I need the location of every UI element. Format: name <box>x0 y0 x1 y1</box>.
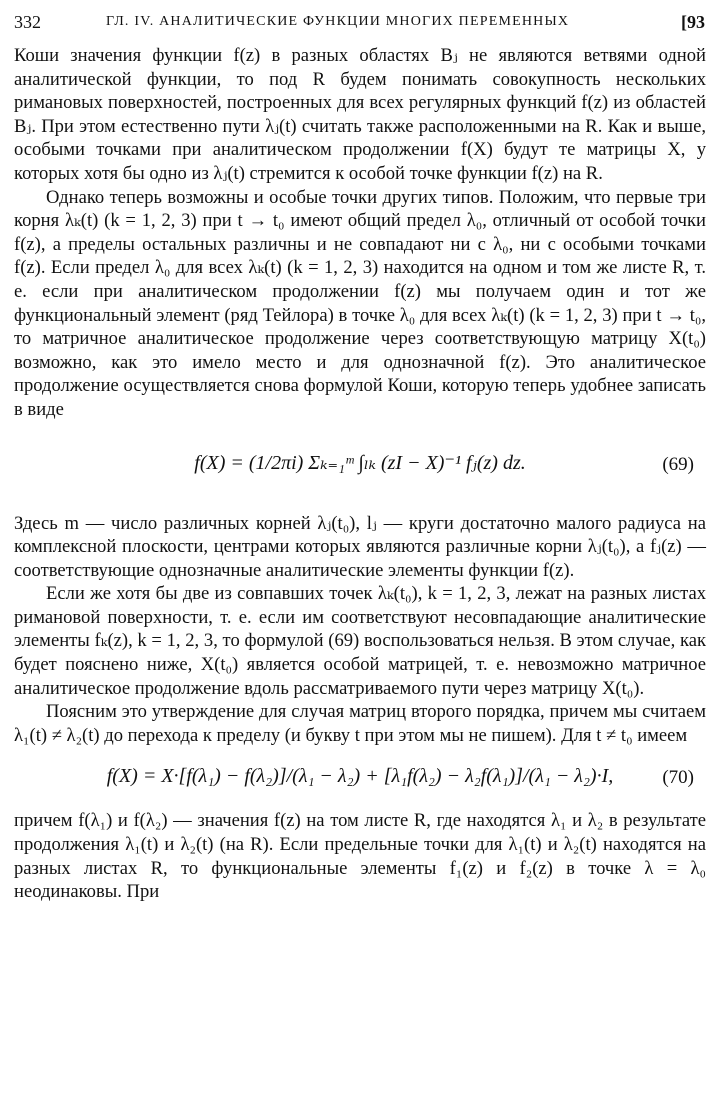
equation-number-70: (70) <box>662 767 694 789</box>
paragraph-6: причем f(λ₁) и f(λ₂) — значения f(z) на том листе R, где находятся λ₁ и λ₂ в результате продолжения λ₁(t) и λ₂(t) (на R). Если предельные точки для λ₁(t) и λ₂(t) находятся на разных листах R, то функциональные элементы f₁(z) и f₂(z) в точке λ = λ₀ неодинаковы. При <box>14 810 706 903</box>
main-text <box>14 44 706 904</box>
equation-number-69: (69) <box>662 453 694 475</box>
paragraph-2: Однако теперь возможны и особые точки других типов. Положим, что первые три корня λₖ(t) (k = 1, 2, 3) при t → t₀ имеют общий предел λ₀, отличный от особой точки f(z), а пределы остальных различны и не совпадают ни с λ₀, ни с особыми точками f(z). Если предел λ₀ для всех λₖ(t) (k = 1, 2, 3) находится на одном и том же листе R, т. е. если при аналитическом продолжении f(z) мы получаем один и тот же функциональный элемент (ряд Тейлора) в точке λ₀ для всех λₖ(t) (k = 1, 2, 3) при t → t₀, то матричное аналитическое продолжение через соответствующую матрицу X(t₀) возможно, как это имело место и для однозначной f(z). Это аналитическое продолжение осуществляется снова формулой Коши, которую теперь удобнее записать в виде <box>14 186 706 420</box>
formula-70 <box>14 747 706 809</box>
formula-69 <box>14 422 706 512</box>
formula-69-expression: f(X) = (1/2πi) Σₖ₌₁ᵐ ∫ₗₖ (zI − X)⁻¹ fⱼ(z) dz. <box>194 451 526 474</box>
paragraph-1: Коши значения функции f(z) в разных областях Bⱼ не являются ветвями одной аналитической функции, то под R будем понимать совокупность нескольких римановых поверхностей, построенных для всех регулярных функций f(z) из областей Bⱼ. При этом естественно пути λⱼ(t) считать также расположенными на R. Как и выше, особыми точками при аналитическом продолжении f(X) будут те матрицы X, у которых хотя бы одно из λⱼ(t) стремится к особой точке функции f(z) на R. <box>14 45 706 184</box>
formula-70-expression: f(X) = X·[f(λ₁) − f(λ₂)]/(λ₁ − λ₂) + [λ₁f(λ₂) − λ₂f(λ₁)]/(λ₁ − λ₂)·I, <box>106 765 614 788</box>
page-number: 332 <box>14 12 41 32</box>
running-header <box>14 10 707 38</box>
chapter-title: ГЛ. IV. АНАЛИТИЧЕСКИЕ ФУНКЦИИ МНОГИХ ПЕРЕМЕННЫХ <box>106 14 570 29</box>
paragraph-5: Поясним это утверждение для случая матриц второго порядка, причем мы считаем λ₁(t) ≠ λ₂(t) до перехода к пределу (и букву t при этом мы не пишем). Для t ≠ t₀ имеем <box>14 701 706 746</box>
paragraph-4: Если же хотя бы две из совпавших точек λₖ(t₀), k = 1, 2, 3, лежат на разных листах римановой поверхности, т. е. если им соответствуют несовпадающие аналитические элементы fₖ(z), k = 1, 2, 3, то формулой (69) воспользоваться нельзя. В этом случае, как будет пояснено ниже, X(t₀) является особой матрицей, т. е. невозможно матричное аналитическое продолжение вдоль рассматриваемого пути через матрицу X(t₀). <box>14 583 706 699</box>
section-number: [93 <box>681 12 705 32</box>
paragraph-3: Здесь m — число различных корней λⱼ(t₀), lⱼ — круги достаточно малого радиуса на комплексной плоскости, центрами которых являются различные корни λⱼ(t₀), а fⱼ(z) — соответствующие однозначные аналитические элементы функции f(z). <box>14 512 706 581</box>
